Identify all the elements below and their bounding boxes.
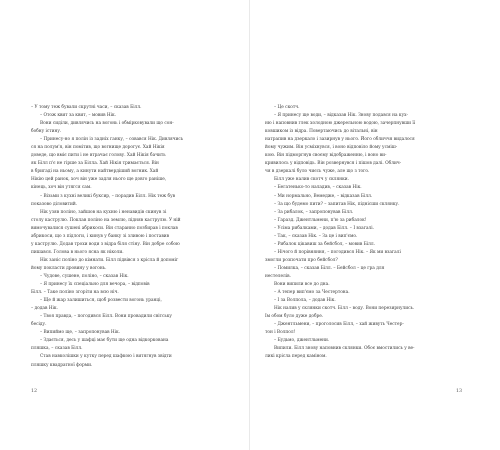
text-line: йому покласти дровину у вогонь. — [31, 265, 107, 271]
text-line: ликі крісла перед каміном. — [265, 354, 327, 360]
text-line: – Помилка, – сказав Білл. – Бейсбол – це гра для — [274, 265, 385, 271]
text-line: Випили. Білл знову наповнив склянки. Обоє вмостились у ве- — [274, 346, 415, 352]
right-page-number: 13 — [456, 389, 463, 394]
text-line: – За рибалок, – запропонував Білл. — [274, 209, 354, 215]
text-line: чя в дзеркалі було чиєсь чуже, але що з того. — [265, 169, 370, 175]
text-line: – У тому теж бували скрутні часи, – сказав Білл. — [31, 105, 142, 110]
text-line: – Джентльмени, – проголосив Білл, – хай живуть Честер- — [274, 322, 404, 328]
text-line: – Ми нормально, Вемедже, – відказав Білл. — [274, 193, 373, 199]
text-line: – Рибалок цікавиш за бейсбол, – мовив Білл. — [274, 241, 375, 247]
text-line: – Так, – сказав Нік. – За це і вип'ємо. — [274, 233, 358, 239]
text-line: – Гаразд. Джентльмени, п'ю за рибалок! — [274, 217, 367, 223]
text-line: Нікію цей ранок, хоч він уже задля нього ще довго раніше, — [31, 177, 167, 183]
left-page-text — [31, 104, 221, 370]
text-line: йому чужим. Він усміхнувся, і воно відповіло йому усміш- — [265, 145, 398, 151]
text-line: – Випиймо ще, – запропонував Нік. — [40, 330, 121, 336]
text-line: показово діловитий. — [31, 201, 78, 207]
text-line: Білл. – Таке поліно згоріти на всю ніч. — [31, 290, 119, 296]
text-line: – Отож квит за квит, – мовив Нік. — [40, 113, 117, 119]
text-line: ся на полум'я, він помітив, що вогнище дорогує. Хай Нікія — [31, 145, 165, 151]
text-line: абрикоси, що з підлоги, і кинув у банку зі зливою і поставив — [31, 233, 170, 239]
text-line: у каструлю. Додав трохи води з відра біля стіну. Він добре собою — [31, 241, 180, 247]
text-line: доведе, що вміє пити і не втрачає голову. Хай Нікія бачить — [31, 153, 166, 159]
text-line: – За що будемо пити? – запитав Нік, піднісши склянку. — [274, 201, 400, 207]
text-line: – додав Нік. — [31, 306, 58, 312]
text-line: як Білл п'є не гірше за Білла. Хай Нікія тримається. Він — [31, 161, 159, 167]
text-line: – Це скотч. — [274, 105, 300, 110]
text-line: Вони сиділи, дивлячись на вогонь і обмірковували що сон- — [40, 121, 174, 127]
text-line: ковшиком із відра. Повертаючись до вітальні, він — [265, 129, 378, 135]
text-line: – Нічого й порівняння, – погодився Нік. – Як ми взагалі — [274, 249, 401, 255]
text-line: Став навколішки у кутку перед шафкою і витягнув звідти — [40, 354, 172, 360]
text-line: – Я принесу їх спеціально для вечора, – відповів — [40, 282, 150, 288]
text-line: пляшка, – сказав Білл. — [31, 346, 83, 352]
text-line: тон і Волпол! — [265, 330, 296, 336]
text-line: Вони випили все до дна. — [274, 282, 330, 288]
text-line: – Принесу-но я полін із задніх ганку, – озвався Нік. Дивлячись — [40, 137, 184, 143]
text-line: пляшку квадратної форми. — [31, 362, 93, 368]
text-line: бесіду. — [31, 322, 47, 328]
text-line: кінець, хоч він утягся сам. — [31, 185, 92, 191]
text-line: натрапив на дзеркало і зазирнув у нього. Його обличчя видалося — [265, 137, 415, 143]
text-line: – Візьми з кухні великі буксир, – порадив Білл. Нік теж був — [40, 193, 176, 199]
text-line: Їм обом було дуже добре. — [265, 314, 324, 320]
text-line: – Здається, десь у шафці має бути ще одна відкоркована — [40, 338, 169, 344]
text-line: – Я принесу ще води, – відказав Нік. Знову подався на кух- — [274, 113, 408, 119]
text-line: бобну істину. — [31, 129, 62, 135]
text-line: – А тепер вип'ємо за Честертона. — [274, 290, 350, 296]
text-line: пишався. Голова в нього ясна як ніколи. — [31, 249, 124, 255]
left-page-number: 12 — [31, 389, 38, 394]
page-gutter — [249, 0, 250, 450]
text-line: столу каструлю. Поклав поліно на землю, підняв каструлю. У ній — [31, 217, 181, 223]
text-line: Нік узяв поліно, зайшов на кухню і ненавидів скинув зі — [40, 209, 167, 215]
text-line: Білл уже налив скотч у склянки. — [274, 177, 350, 183]
right-page-text — [265, 104, 455, 362]
text-line: – І за Волпола, – додав Нік. — [274, 298, 336, 304]
text-line: кою. Він підморгнув своєму відображенню, і воно ви- — [265, 153, 387, 159]
text-line: ню і наповнив глек холодною джерельною водою, зачерпнувши її — [265, 121, 416, 127]
text-line: нестелелів. — [265, 273, 291, 279]
text-line: вимочувалися сушені абрикоси. Він старанно позбирав і поклав — [31, 225, 178, 231]
text-line: Нік налив у склянки скотч. Білл – воду. Вони перезирнулись. — [274, 306, 415, 312]
text-line: – Будьмо, джентльмени. — [274, 338, 330, 344]
text-line: в бригаді на ньому, а кинути найтвердіший вогник. Хай — [31, 169, 159, 175]
text-line: – Твоя правда, – погодився Білл. Вони провадили світську — [40, 314, 172, 320]
text-line: – Ще й жар залишиться, щоб розвести вогонь уранці, — [40, 298, 162, 304]
text-line: – Усіма рибалками, – додав Білл. – І взагалі. — [274, 225, 374, 231]
text-line: кривилось у відповідь. Він розвернувся і пішов далі. Облич- — [265, 161, 402, 167]
text-line: – Чудове, сушене, поліно, – сказав Нік. — [40, 273, 129, 279]
text-line: – Бегатенько-то наладив, – сказав Нік. — [274, 185, 362, 191]
text-line: змогли розпочати про бейсбол? — [265, 257, 338, 263]
text-line: Нік заніс поліно до кімнати. Білл підвівся з крісла й допоміг — [40, 257, 179, 263]
